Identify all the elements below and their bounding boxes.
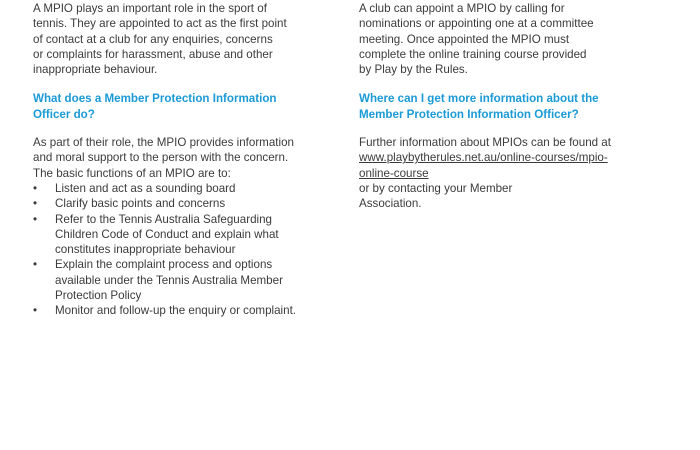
mpio-role-paragraph [33, 135, 338, 181]
more-info-paragraph [359, 135, 664, 211]
text-line: inappropriate behaviour. [33, 63, 158, 77]
appointment-paragraph [359, 1, 664, 77]
list-item [33, 196, 338, 211]
heading-line: Officer do? [33, 107, 95, 121]
heading-line: What does a Member Protection Information [33, 92, 277, 106]
heading-line: Where can I get more information about the [359, 92, 599, 106]
text-line: meeting. Once appointed the MPIO must [359, 32, 570, 46]
list-item-line: Explain the complaint process and options [55, 258, 273, 272]
list-item [33, 212, 338, 258]
text-line: tennis. They are appointed to act as the first point [33, 17, 287, 31]
mpio-role-heading [33, 91, 338, 122]
list-item-line: Protection Policy [55, 289, 142, 303]
left-column [33, 1, 338, 319]
list-item-line: Children Code of Conduct and explain what [55, 227, 279, 241]
text-fragment: or by contacting your Member [359, 181, 513, 195]
right-column [359, 1, 664, 212]
list-item [33, 303, 338, 318]
text-line: Further information about MPIOs can be found at [359, 136, 611, 150]
text-line: or complaints for harassment, abuse and other [33, 47, 273, 61]
text-line: by Play by the Rules. [359, 63, 468, 77]
list-item-line: constitutes inappropriate behaviour [55, 243, 236, 257]
list-item [33, 257, 338, 303]
text-line: of contact at a club for any enquiries, concerns [33, 32, 273, 46]
text-line: As part of their role, the MPIO provides information [33, 136, 294, 150]
bullet-icon: • [33, 258, 38, 272]
list-item [33, 181, 338, 196]
mpio-intro-paragraph [33, 1, 338, 77]
text-line: and moral support to the person with the concern. [33, 151, 289, 165]
text-line: The basic functions of an MPIO are to: [33, 166, 231, 180]
text-line: complete the online training course provided [359, 47, 587, 61]
playbytherules-link-continued[interactable]: online-course [359, 166, 429, 180]
list-item-line: available under the Tennis Australia Member [55, 273, 283, 287]
text-line: A MPIO plays an important role in the sport of [33, 2, 267, 15]
mpio-functions-list [33, 181, 338, 319]
list-item-line: Clarify basic points and concerns [55, 197, 226, 211]
playbytherules-link[interactable]: www.playbytherules.net.au/online-courses/mpio- [359, 151, 608, 165]
text-line: nominations or appointing one at a committee [359, 17, 594, 31]
text-line [359, 166, 664, 197]
bullet-icon: • [33, 197, 38, 211]
list-item-line: Listen and act as a sounding board [55, 181, 236, 195]
heading-line: Member Protection Information Officer? [359, 107, 579, 121]
text-line: Association. [359, 197, 422, 211]
text-line: A club can appoint a MPIO by calling for [359, 2, 565, 15]
list-item-line: Refer to the Tennis Australia Safeguarding [55, 212, 272, 226]
list-item-line: Monitor and follow-up the enquiry or complaint. [55, 304, 297, 318]
bullet-icon: • [33, 212, 38, 226]
bullet-icon: • [33, 304, 38, 318]
bullet-icon: • [33, 181, 38, 195]
text-line [359, 150, 664, 165]
more-info-heading [359, 91, 664, 122]
